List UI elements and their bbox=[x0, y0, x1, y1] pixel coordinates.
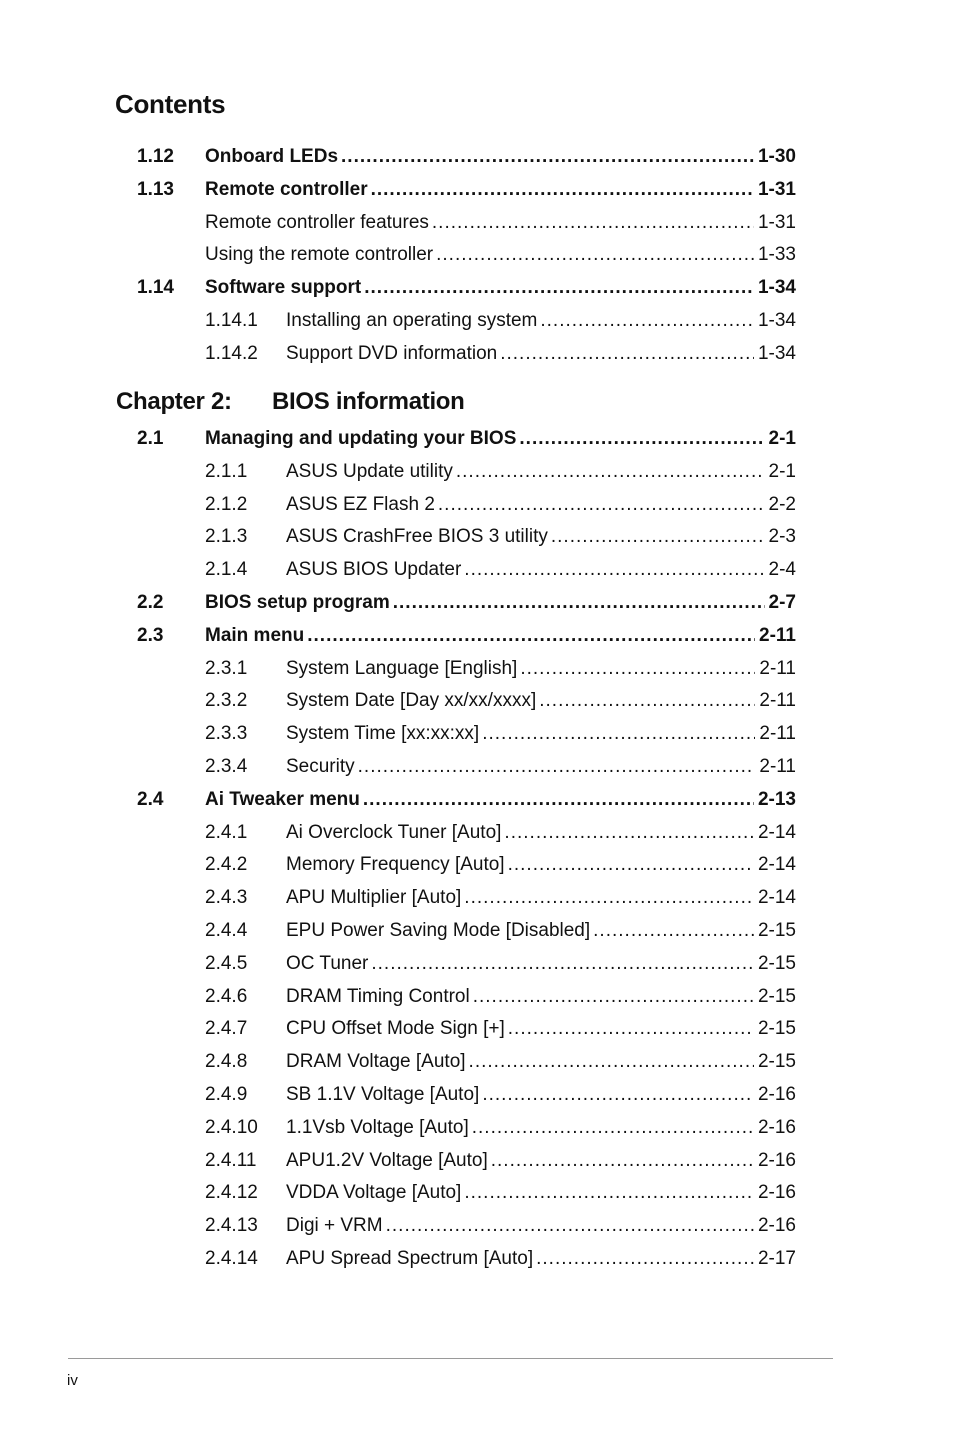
dot-leader bbox=[432, 207, 754, 239]
dot-leader bbox=[551, 521, 765, 553]
toc-entry-page: 1-31 bbox=[757, 211, 796, 233]
toc-entry-number: 2.4.12 bbox=[205, 1182, 258, 1204]
dot-leader bbox=[436, 239, 754, 271]
toc-entry-title: Memory Frequency [Auto] bbox=[286, 854, 505, 876]
toc-entry[interactable] bbox=[0, 620, 954, 652]
toc-entry[interactable] bbox=[0, 456, 954, 488]
toc-entry-title: APU1.2V Voltage [Auto] bbox=[286, 1149, 488, 1171]
toc-entry[interactable] bbox=[0, 338, 954, 370]
dot-leader bbox=[508, 849, 754, 881]
toc-entry-number: 2.4.6 bbox=[205, 985, 248, 1007]
toc-entry-number: 2.3 bbox=[137, 624, 164, 646]
toc-entry-page: 2-15 bbox=[757, 952, 796, 974]
toc-entry-number: 1.14 bbox=[137, 277, 174, 299]
toc-entry[interactable] bbox=[0, 1013, 954, 1045]
toc-entry[interactable] bbox=[0, 784, 954, 816]
toc-entry-page: 2-13 bbox=[757, 788, 796, 810]
toc-entry-line bbox=[205, 272, 796, 304]
dot-leader bbox=[469, 1046, 754, 1078]
footer-page-number: iv bbox=[67, 1372, 78, 1389]
toc-entry-title: Digi + VRM bbox=[286, 1215, 383, 1237]
dot-leader bbox=[386, 1210, 754, 1242]
toc-entry-line bbox=[286, 849, 796, 881]
toc-entry-title: EPU Power Saving Mode [Disabled] bbox=[286, 920, 591, 941]
toc-entry-number: 1.13 bbox=[137, 178, 174, 200]
toc-entry[interactable] bbox=[0, 882, 954, 914]
toc-entry-title: Onboard LEDs bbox=[205, 146, 339, 167]
toc-entry-number: 2.4 bbox=[137, 788, 164, 810]
toc-entry[interactable] bbox=[0, 718, 954, 750]
toc-entry-line bbox=[286, 915, 796, 947]
toc-entry-title: VDDA Voltage [Auto] bbox=[286, 1182, 462, 1204]
toc-entry-page: 2-14 bbox=[757, 821, 796, 843]
toc-entry-number: 2.4.9 bbox=[205, 1084, 248, 1105]
toc-entry-page: 2-15 bbox=[757, 985, 796, 1007]
toc-entry-number: 2.4.5 bbox=[205, 952, 248, 974]
toc-entry-page: 2-11 bbox=[759, 723, 796, 745]
toc-entry-line bbox=[286, 456, 796, 488]
toc-entry[interactable] bbox=[0, 981, 954, 1013]
toc-entry-title: DRAM Timing Control bbox=[286, 985, 470, 1007]
toc-entry-line bbox=[286, 948, 796, 980]
toc-entry-page: 2-15 bbox=[757, 1018, 796, 1040]
page-title: Contents bbox=[115, 89, 226, 119]
dot-leader bbox=[482, 718, 755, 750]
toc-entry-title: Software support bbox=[205, 277, 362, 299]
toc-entry[interactable] bbox=[0, 751, 954, 783]
toc-entry-page: 2-15 bbox=[757, 920, 796, 941]
toc-entry-title: Remote controller features bbox=[205, 211, 429, 233]
toc-entry-line bbox=[286, 554, 796, 586]
dot-leader bbox=[593, 915, 754, 947]
footer-rule bbox=[68, 1358, 833, 1359]
toc-entry-page: 1-31 bbox=[757, 178, 796, 200]
dot-leader bbox=[371, 948, 754, 980]
dot-leader bbox=[540, 305, 754, 337]
toc-entry-page: 2-3 bbox=[768, 526, 796, 548]
toc-entry[interactable] bbox=[0, 554, 954, 586]
toc-entry-line bbox=[205, 141, 796, 173]
toc-entry-number: 2.3.1 bbox=[205, 657, 248, 679]
toc-entry[interactable] bbox=[0, 849, 954, 881]
toc-entry-title: ASUS BIOS Updater bbox=[286, 559, 462, 581]
chapter-title: BIOS information bbox=[272, 388, 465, 415]
dot-leader bbox=[491, 1145, 754, 1177]
toc-entry-number: 2.1.4 bbox=[205, 559, 248, 581]
toc-entry-page: 2-16 bbox=[757, 1149, 796, 1171]
toc-entry-page: 2-11 bbox=[759, 690, 796, 712]
toc-entry-line bbox=[286, 981, 796, 1013]
toc-entry-number: 2.3.2 bbox=[205, 690, 248, 712]
toc-entry-number: 2.4.14 bbox=[205, 1248, 258, 1269]
toc-entry-number: 2.3.4 bbox=[205, 756, 248, 777]
toc-entry[interactable] bbox=[0, 1210, 954, 1242]
toc-entry[interactable] bbox=[0, 239, 954, 271]
toc-entry-page: 2-11 bbox=[759, 756, 796, 777]
toc-entry-page: 2-1 bbox=[768, 460, 796, 482]
toc-entry-title: Remote controller bbox=[205, 178, 368, 200]
toc-entry-line bbox=[286, 685, 796, 717]
toc-entry[interactable] bbox=[0, 141, 954, 173]
toc-entry-number: 2.4.11 bbox=[205, 1149, 257, 1171]
toc-entry-title: Managing and updating your BIOS bbox=[205, 428, 517, 449]
toc-entry-number: 2.4.7 bbox=[205, 1018, 248, 1040]
toc-entry-number: 1.14.1 bbox=[205, 310, 258, 331]
toc-entry-title: ASUS EZ Flash 2 bbox=[286, 493, 435, 515]
toc-entry[interactable] bbox=[0, 1112, 954, 1144]
toc-entry-line bbox=[205, 784, 796, 816]
toc-entry-line bbox=[286, 1013, 796, 1045]
toc-entry[interactable] bbox=[0, 174, 954, 206]
toc-entry[interactable] bbox=[0, 521, 954, 553]
toc-entry[interactable] bbox=[0, 685, 954, 717]
toc-entry-number: 2.4.13 bbox=[205, 1215, 258, 1237]
toc-entry-title: Ai Overclock Tuner [Auto] bbox=[286, 821, 502, 843]
toc-entry-line bbox=[205, 620, 796, 652]
toc-entry-number: 2.4.3 bbox=[205, 887, 248, 909]
toc-entry-line bbox=[286, 1112, 796, 1144]
chapter-label: Chapter 2: bbox=[116, 388, 232, 415]
toc-entry-number: 2.1.1 bbox=[205, 460, 248, 482]
toc-entry-line bbox=[286, 1079, 796, 1111]
toc-entry-title: Support DVD information bbox=[286, 342, 498, 364]
toc-entry-title: Installing an operating system bbox=[286, 310, 538, 331]
toc-entry-title: Using the remote controller bbox=[205, 244, 434, 266]
toc-entry-page: 1-30 bbox=[757, 146, 796, 167]
toc-entry-line bbox=[286, 817, 796, 849]
dot-leader bbox=[482, 1079, 754, 1111]
toc-entry-page: 2-15 bbox=[757, 1051, 796, 1073]
dot-leader bbox=[456, 456, 765, 488]
dot-leader bbox=[473, 981, 754, 1013]
dot-leader bbox=[464, 1177, 754, 1209]
chapter-heading bbox=[116, 388, 465, 416]
toc-entry-number: 2.4.10 bbox=[205, 1116, 258, 1138]
toc-entry-number: 2.3.3 bbox=[205, 723, 248, 745]
toc-entry-number: 2.4.2 bbox=[205, 854, 248, 876]
toc-entry[interactable] bbox=[0, 587, 954, 619]
toc-entry-line bbox=[286, 718, 796, 750]
toc-entry-title: System Time [xx:xx:xx] bbox=[286, 723, 480, 745]
toc-entry-number: 2.4.4 bbox=[205, 920, 248, 941]
dot-leader bbox=[358, 751, 756, 783]
toc-entry-number: 2.2 bbox=[137, 592, 164, 613]
toc-entry-title: OC Tuner bbox=[286, 952, 369, 974]
toc-entry-number: 2.1 bbox=[137, 428, 164, 449]
toc-entry[interactable] bbox=[0, 653, 954, 685]
dot-leader bbox=[472, 1112, 754, 1144]
toc-entry[interactable] bbox=[0, 1046, 954, 1078]
toc-entry-line bbox=[286, 1046, 796, 1078]
toc-entry-line bbox=[205, 239, 796, 271]
dot-leader bbox=[464, 882, 754, 914]
toc-entry-number: 2.4.1 bbox=[205, 821, 248, 843]
toc-entry-page: 2-16 bbox=[757, 1084, 796, 1105]
toc-entry-page: 2-14 bbox=[757, 854, 796, 876]
toc-entry[interactable] bbox=[0, 423, 954, 455]
toc-entry-line bbox=[286, 653, 796, 685]
toc-entry-number: 1.12 bbox=[137, 146, 174, 167]
dot-leader bbox=[539, 685, 755, 717]
toc-entry[interactable] bbox=[0, 1079, 954, 1111]
toc-entry-number: 2.4.8 bbox=[205, 1051, 248, 1073]
toc-entry-title: BIOS setup program bbox=[205, 592, 390, 613]
toc-entry-title: 1.1Vsb Voltage [Auto] bbox=[286, 1116, 469, 1138]
toc-entry[interactable] bbox=[0, 207, 954, 239]
toc-entry-line bbox=[205, 423, 796, 455]
toc-entry-page: 2-4 bbox=[768, 559, 796, 581]
toc-entry[interactable] bbox=[0, 1243, 954, 1275]
toc-entry-number: 2.1.2 bbox=[205, 493, 248, 515]
toc-entry-line bbox=[286, 305, 796, 337]
dot-leader bbox=[438, 489, 765, 521]
toc-entry-page: 2-2 bbox=[768, 493, 796, 515]
toc-entry-title: Ai Tweaker menu bbox=[205, 788, 360, 810]
dot-leader bbox=[364, 272, 754, 304]
toc-entry-line bbox=[205, 207, 796, 239]
dot-leader bbox=[536, 1243, 754, 1275]
toc-entry[interactable] bbox=[0, 489, 954, 521]
toc-entry-number: 2.1.3 bbox=[205, 526, 248, 548]
toc-entry-page: 2-11 bbox=[759, 624, 796, 646]
toc-entry-page: 1-34 bbox=[757, 342, 796, 364]
dot-leader bbox=[504, 817, 754, 849]
dot-leader bbox=[307, 620, 755, 652]
toc-entry-page: 2-16 bbox=[757, 1215, 796, 1237]
toc-entry[interactable] bbox=[0, 272, 954, 304]
toc-entry-title: APU Spread Spectrum [Auto] bbox=[286, 1248, 534, 1269]
toc-entry-title: ASUS CrashFree BIOS 3 utility bbox=[286, 526, 548, 548]
toc-entry-title: DRAM Voltage [Auto] bbox=[286, 1051, 466, 1073]
toc-entry-page: 2-16 bbox=[757, 1182, 796, 1204]
toc-entry-title: SB 1.1V Voltage [Auto] bbox=[286, 1084, 480, 1105]
toc-entry-line bbox=[286, 489, 796, 521]
toc-entry-page: 2-14 bbox=[757, 887, 796, 909]
toc-entry-title: CPU Offset Mode Sign [+] bbox=[286, 1018, 505, 1040]
toc-entry-line bbox=[205, 587, 796, 619]
toc-entry-title: System Date [Day xx/xx/xxxx] bbox=[286, 690, 537, 712]
dot-leader bbox=[363, 784, 754, 816]
toc-entry-title: System Language [English] bbox=[286, 657, 518, 679]
toc-entry-page: 1-34 bbox=[757, 277, 796, 299]
toc-entry-title: Main menu bbox=[205, 624, 305, 646]
toc-entry-page: 2-16 bbox=[757, 1116, 796, 1138]
dot-leader bbox=[500, 338, 754, 370]
toc-entry[interactable] bbox=[0, 915, 954, 947]
toc-entry[interactable] bbox=[0, 1145, 954, 1177]
toc-entry-title: ASUS Update utility bbox=[286, 460, 453, 482]
toc-entry-page: 2-7 bbox=[768, 592, 796, 613]
toc-entry[interactable] bbox=[0, 948, 954, 980]
toc-entry-line bbox=[286, 1210, 796, 1242]
dot-leader bbox=[341, 141, 754, 173]
dot-leader bbox=[520, 653, 755, 685]
toc-entry-page: 2-17 bbox=[757, 1248, 796, 1269]
dot-leader bbox=[371, 174, 754, 206]
toc-entry-page: 2-11 bbox=[759, 657, 796, 679]
toc-entry[interactable] bbox=[0, 305, 954, 337]
toc-entry-number: 1.14.2 bbox=[205, 342, 258, 364]
toc-entry-page: 1-33 bbox=[757, 244, 796, 266]
dot-leader bbox=[393, 587, 765, 619]
toc-entry[interactable] bbox=[0, 817, 954, 849]
toc-entry[interactable] bbox=[0, 1177, 954, 1209]
toc-entry-line bbox=[205, 174, 796, 206]
dot-leader bbox=[508, 1013, 754, 1045]
toc-entry-line bbox=[286, 1145, 796, 1177]
toc-entry-line bbox=[286, 521, 796, 553]
toc-entry-page: 1-34 bbox=[757, 310, 796, 331]
toc-entry-title: APU Multiplier [Auto] bbox=[286, 887, 462, 909]
toc-entry-line bbox=[286, 882, 796, 914]
dot-leader bbox=[519, 423, 764, 455]
dot-leader bbox=[464, 554, 764, 586]
toc-entry-line bbox=[286, 1243, 796, 1275]
toc-entry-line bbox=[286, 1177, 796, 1209]
toc-entry-line bbox=[286, 751, 796, 783]
toc-entry-line bbox=[286, 338, 796, 370]
toc-entry-page: 2-1 bbox=[768, 428, 796, 449]
toc-entry-title: Security bbox=[286, 756, 355, 777]
